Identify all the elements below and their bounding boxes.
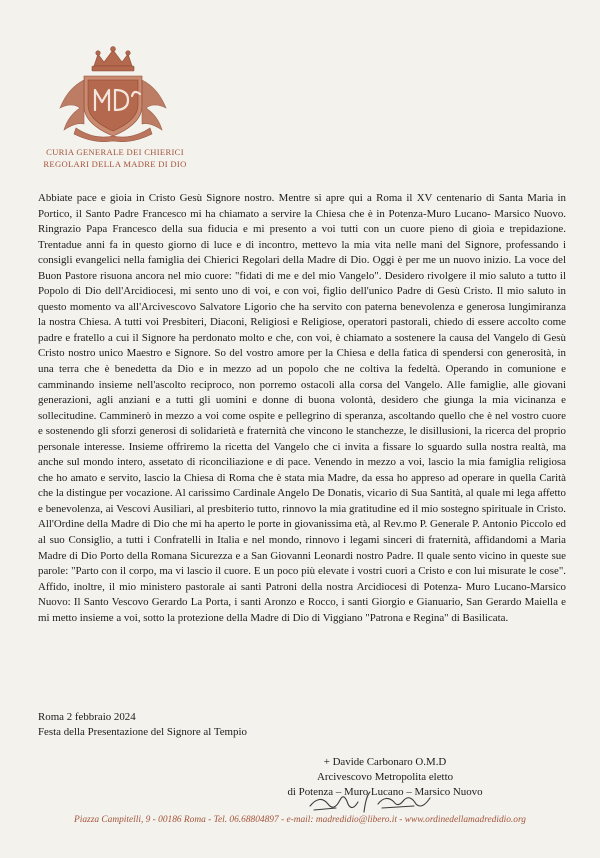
letter-paragraph: Abbiate pace e gioia in Cristo Gesù Signore nostro. Mentre si apre qui a Roma il XV centenario di Santa Maria in Portico, il Santo Padre Francesco mi ha chiamato a servire la Chiesa che è in Potenza-Muro Lucano- Marsico Nuovo. Ringrazio Papa Francesco della sua fiducia e mi presento a voi tutti con un cuore pieno di gioia e trepidazione. Trentadue anni fa in questo giorno di luce e di incontro, mettevo la mia vita nelle mani del Signore, professando i consigli evangelici nella famiglia dei Chierici Regolari della Madre di Dio. Oggi è per me un nuovo inizio. La voce del Buon Pastore risuona ancora nel mio cuore: "fidati di me e del mio Vangelo". Desidero rivolgere il mio saluto a tutto il Popolo di Dio dell'Arcidiocesi, mi sento uno di voi, e con voi, figlio dell'unico Padre di Gesù Cristo. Il mio saluto in questo momento va all'Arcivescovo Salvatore Ligorio che ha servito con paterna benevolenza e generosa lungimiranza la nostra Chiesa. A tutti voi Presbiteri, Diaconi, Religiosi e Religiose, operatori pastorali, chiedo di essere accolto come padre e fratello a cui il Signore ha perdonato molto e che, con voi, è chiamato a sostenere la causa del Vangelo di Gesù Cristo nostro unico Maestro e Signore. So del vostro amore per la Chiesa e della fatica di spendersi con generosità, in una terra che è benedetta da Dio e in mezzo ad un popolo che ne coltiva la fedeltà. Operando in comunione e camminando insieme nell'ascolto reciproco, non porremo ostacoli alla corsa del Vangelo. Alle famiglie, alle giovani generazioni, agli anziani e a tutti gli uomini e donne di buona volontà, desidero che giunga la mia vicinanza e sollecitudine. Camminerò in mezzo a voi come ospite e pellegrino di speranza, ascoltando quello che è nel vostro cuore e sostenendo gli sforzi generosi di solidarietà e fraternità che vincono le stanchezze, le disillusioni, la ricerca del proprio personale interesse. Insieme offriremo la ricetta del Vangelo che ci invita a fissare lo sguardo sulla nostra realtà, ma anche sul mondo intero, assetato di riconciliazione e di pace. Venendo in mezzo a voi, lascio la mia famiglia religiosa che ho amato e servito, lascio la Chiesa di Roma che è stata mia Madre, da essa ho appreso ad operare in quella Carità che la distingue per vocazione. Al carissimo Cardinale Angelo De Donatis, vicario di Sua Santità, al quale mi lega affetto e benevolenza, ai Vescovi Ausiliari, al presbiterio tutto, rinnovo la mia gratitudine ed il mio sostegno spirituale in Cristo. All'Ordine della Madre di Dio che mi ha aperto le porte in giovanissima età, al Rev.mo P. Generale P. Antonio Piccolo ed al suo Consiglio, a tutti i Confratelli in Italia e nel mondo, rinnovo i legami sinceri di fraternità, affidandomi a Maria Madre di Dio Porto della Romana Sicurezza e a San Giovanni Leonardi nostro Padre. Il quale sento vicino in queste sue parole: "Parto con il corpo, ma vi lascio il cuore. E un poco più elevate i vostri cuori a Cristo e con lui misurate le cose". Affido, inoltre, il mio ministero pastorale ai santi Patroni della nostra Arcidiocesi di Potenza- Muro Lucano-Marsico Nuovo: Il Santo Vescovo Gerardo La Porta, i santi Aronzo e Rocco, i santi Giorgio e Gianuario, San Gerardo Maiella e mi metto insieme a voi, sotto la protezione della Madre di Dio di Viggiano "Patrona e Regina" di Basilicata. <box>38 192 566 624</box>
curia-line-1: CURIA GENERALE DEI CHIERICI <box>46 147 184 157</box>
signer-name: + Davide Carbonaro O.M.D <box>323 756 447 768</box>
date-block <box>38 710 338 740</box>
signer-see: di Potenza – Muro Lucano – Marsico Nuovo <box>287 786 483 798</box>
signer-title: Arcivescovo Metropolita eletto <box>316 771 454 783</box>
coat-of-arms-icon <box>54 44 172 144</box>
curia-line-2: REGOLARI DELLA MADRE DI DIO <box>43 159 187 169</box>
curia-heading <box>30 146 200 170</box>
feast-line: Festa della Presentazione del Signore al Tempio <box>38 726 247 738</box>
footer-contact: Piazza Campitelli, 9 - 00186 Roma - Tel. 06.68804897 - e-mail: madredidio@libero.it - www.ordinedellamadredidio.org <box>74 815 526 825</box>
date-line: Roma 2 febbraio 2024 <box>38 711 136 723</box>
letter-body <box>38 191 566 626</box>
